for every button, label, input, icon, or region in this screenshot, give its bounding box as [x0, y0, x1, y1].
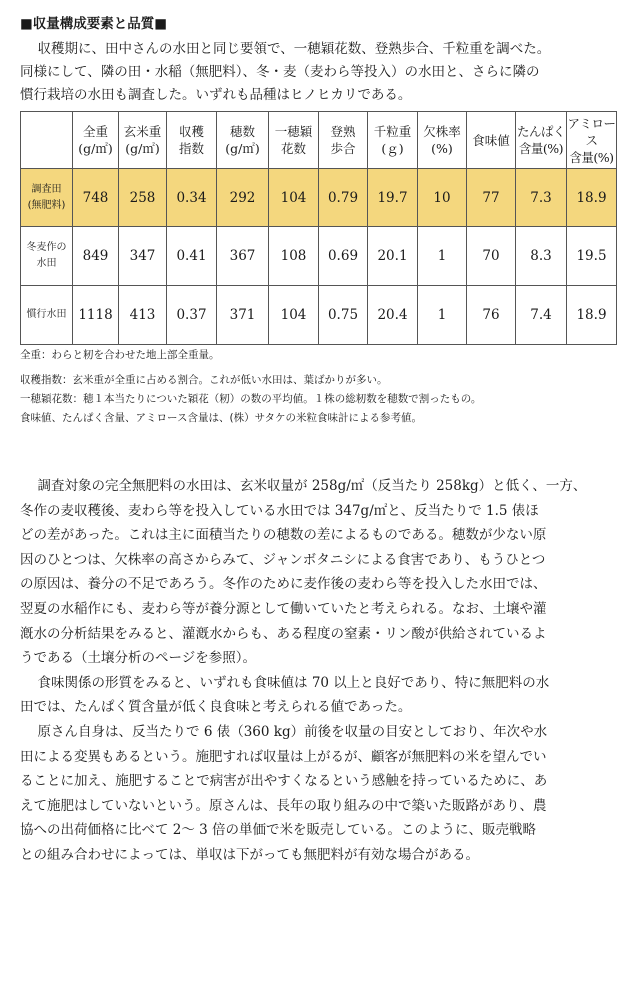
body-line: 協への出荷価格に比べて 2～ 3 倍の単価で米を販売している。このように、販売戦略	[20, 822, 537, 839]
table-cell: 0.69	[319, 227, 368, 286]
header-panicle-number: 穂数 (g/㎡)	[217, 112, 269, 169]
table-cell: 347	[119, 227, 167, 286]
body-line: 田では、たんぱく質含量が低く良食味と考えられる値であった。	[20, 699, 412, 716]
header-ripening-ratio: 登熟 歩合	[319, 112, 368, 169]
table-cell: 258	[119, 169, 167, 227]
row-label: 慣行水田	[21, 286, 73, 345]
table-notes	[20, 346, 620, 428]
table-cell: 0.75	[319, 286, 368, 345]
row-label: 調査田 (無肥料)	[21, 169, 73, 227]
table-cell: 0.41	[167, 227, 217, 286]
body-line: 田による変異もあるという。施肥すれば収量は上がるが、顧客が無肥料の米を望んでい	[20, 748, 547, 765]
body-line: 食味関係の形質をみると、いずれも食味値は 70 以上と良好であり、特に無肥料の水	[37, 674, 550, 691]
header-harvest-index: 収穫 指数	[167, 112, 217, 169]
table-cell: 20.4	[368, 286, 418, 345]
note-line: 全重：わらと籾を合わせた地上部全重量。	[20, 349, 220, 361]
body-line: どの差があった。これは主に面積当たりの穂数の差によるものである。穂数が少ない原	[20, 527, 547, 544]
header-amylose-content: アミロース 含量(%)	[567, 112, 617, 169]
table-cell: 19.5	[567, 227, 617, 286]
header-total-weight: 全重 (g/㎡)	[73, 112, 119, 169]
table-cell: 108	[269, 227, 319, 286]
table-cell: 1118	[73, 286, 119, 345]
section-heading: ■収量構成要素と品質■	[20, 16, 168, 32]
intro-line: 収穫期に、田中さんの水田と同じ要領で、一穂穎花数、登熟歩合、千粒重を調べた。	[37, 41, 551, 57]
table-cell: 1	[418, 286, 467, 345]
table-cell: 104	[269, 169, 319, 227]
body-line: 原さん自身は、反当たりで 6 俵（360 kg）前後を収量の目安としており、年次や水	[37, 723, 548, 740]
table-cell: 1	[418, 227, 467, 286]
intro-line: 慣行栽培の水田も調査した。いずれも品種はヒノヒカリである。	[20, 87, 412, 103]
note-line: 食味値、たんぱく含量、アミロース含量は、(株）サタケの米粒食味計による参考値。	[20, 412, 423, 424]
table-cell: 292	[217, 169, 269, 227]
body-text	[20, 474, 620, 868]
body-line: 冬作の麦収穫後、麦わら等を投入している水田では 347g/㎡と、反当たりで 1.5 俵ほ	[20, 502, 539, 519]
table-cell: 77	[467, 169, 516, 227]
table-cell: 367	[217, 227, 269, 286]
header-missing-hill-rate: 欠株率 (%)	[418, 112, 467, 169]
table-cell: 7.4	[516, 286, 567, 345]
yield-table	[20, 111, 617, 345]
body-line: 因のひとつは、欠株率の高さからみて、ジャンボタニシによる食害であり、もうひとつ	[20, 551, 546, 568]
body-line: えて施肥はしていないという。原さんは、長年の取り組みの中で築いた販路があり、農	[20, 797, 547, 814]
table-cell: 8.3	[516, 227, 567, 286]
body-line: 漑水の分析結果をみると、灌漑水からも、ある程度の窒素・リン酸が供給されているよ	[20, 625, 547, 642]
intro-line: 同様にして、隣の田・水稲（無肥料）、冬・麦（麦わら等投入）の水田と、さらに隣の	[20, 64, 540, 80]
header-thousand-grain-weight: 千粒重 (ｇ)	[368, 112, 418, 169]
table-cell: 7.3	[516, 169, 567, 227]
table-cell: 20.1	[368, 227, 418, 286]
note-line: 一穂穎花数：穂１本当たりについた穎花（籾）の数の平均値。１株の総籾数を穂数で割ったもの。	[20, 393, 482, 405]
table-cell: 413	[119, 286, 167, 345]
table-cell: 104	[269, 286, 319, 345]
table-cell: 849	[73, 227, 119, 286]
header-taste-value: 食味値	[467, 112, 516, 169]
header-protein-content: たんぱく 含量(%)	[516, 112, 567, 169]
body-line: の原因は、養分の不足であろう。冬作のために麦作後の麦わら等を投入した水田では、	[20, 576, 547, 593]
intro-paragraph	[20, 38, 618, 107]
table-row	[21, 169, 617, 227]
table-cell: 371	[217, 286, 269, 345]
header-brown-rice-weight: 玄米重 (g/㎡)	[119, 112, 167, 169]
table-cell: 18.9	[567, 286, 617, 345]
note-line: 収穫指数：玄米重が全重に占める割合。これが低い水田は、葉ばかりが多い。	[20, 374, 388, 386]
table-row	[21, 286, 617, 345]
table-row	[21, 227, 617, 286]
body-line: 調査対象の完全無肥料の水田は、玄米収量が 258g/㎡（反当たり 258kg）と低く、一方、	[37, 478, 587, 494]
body-line: うである（土壌分析のページを参照）。	[20, 650, 256, 667]
body-line: ることに加え、施肥することで病害が出やすくなるという感触を持っているために、あ	[20, 773, 548, 790]
table-corner-cell	[21, 112, 73, 169]
body-line: 翌夏の水稲作にも、麦わら等が養分源として働いていたと考えられる。なお、土壌や灌	[20, 600, 547, 617]
table-cell: 70	[467, 227, 516, 286]
table-cell: 19.7	[368, 169, 418, 227]
table-cell: 76	[467, 286, 516, 345]
table-cell: 0.79	[319, 169, 368, 227]
table-cell: 0.37	[167, 286, 217, 345]
table-cell: 10	[418, 169, 467, 227]
header-spikelets-per-panicle: 一穂穎 花数	[269, 112, 319, 169]
table-header-row	[21, 112, 617, 169]
table-cell: 748	[73, 169, 119, 227]
row-label: 冬麦作の 水田	[21, 227, 73, 286]
body-line: との組み合わせによっては、単収は下がっても無肥料が有効な場合がある。	[20, 846, 479, 863]
table-cell: 18.9	[567, 169, 617, 227]
table-cell: 0.34	[167, 169, 217, 227]
